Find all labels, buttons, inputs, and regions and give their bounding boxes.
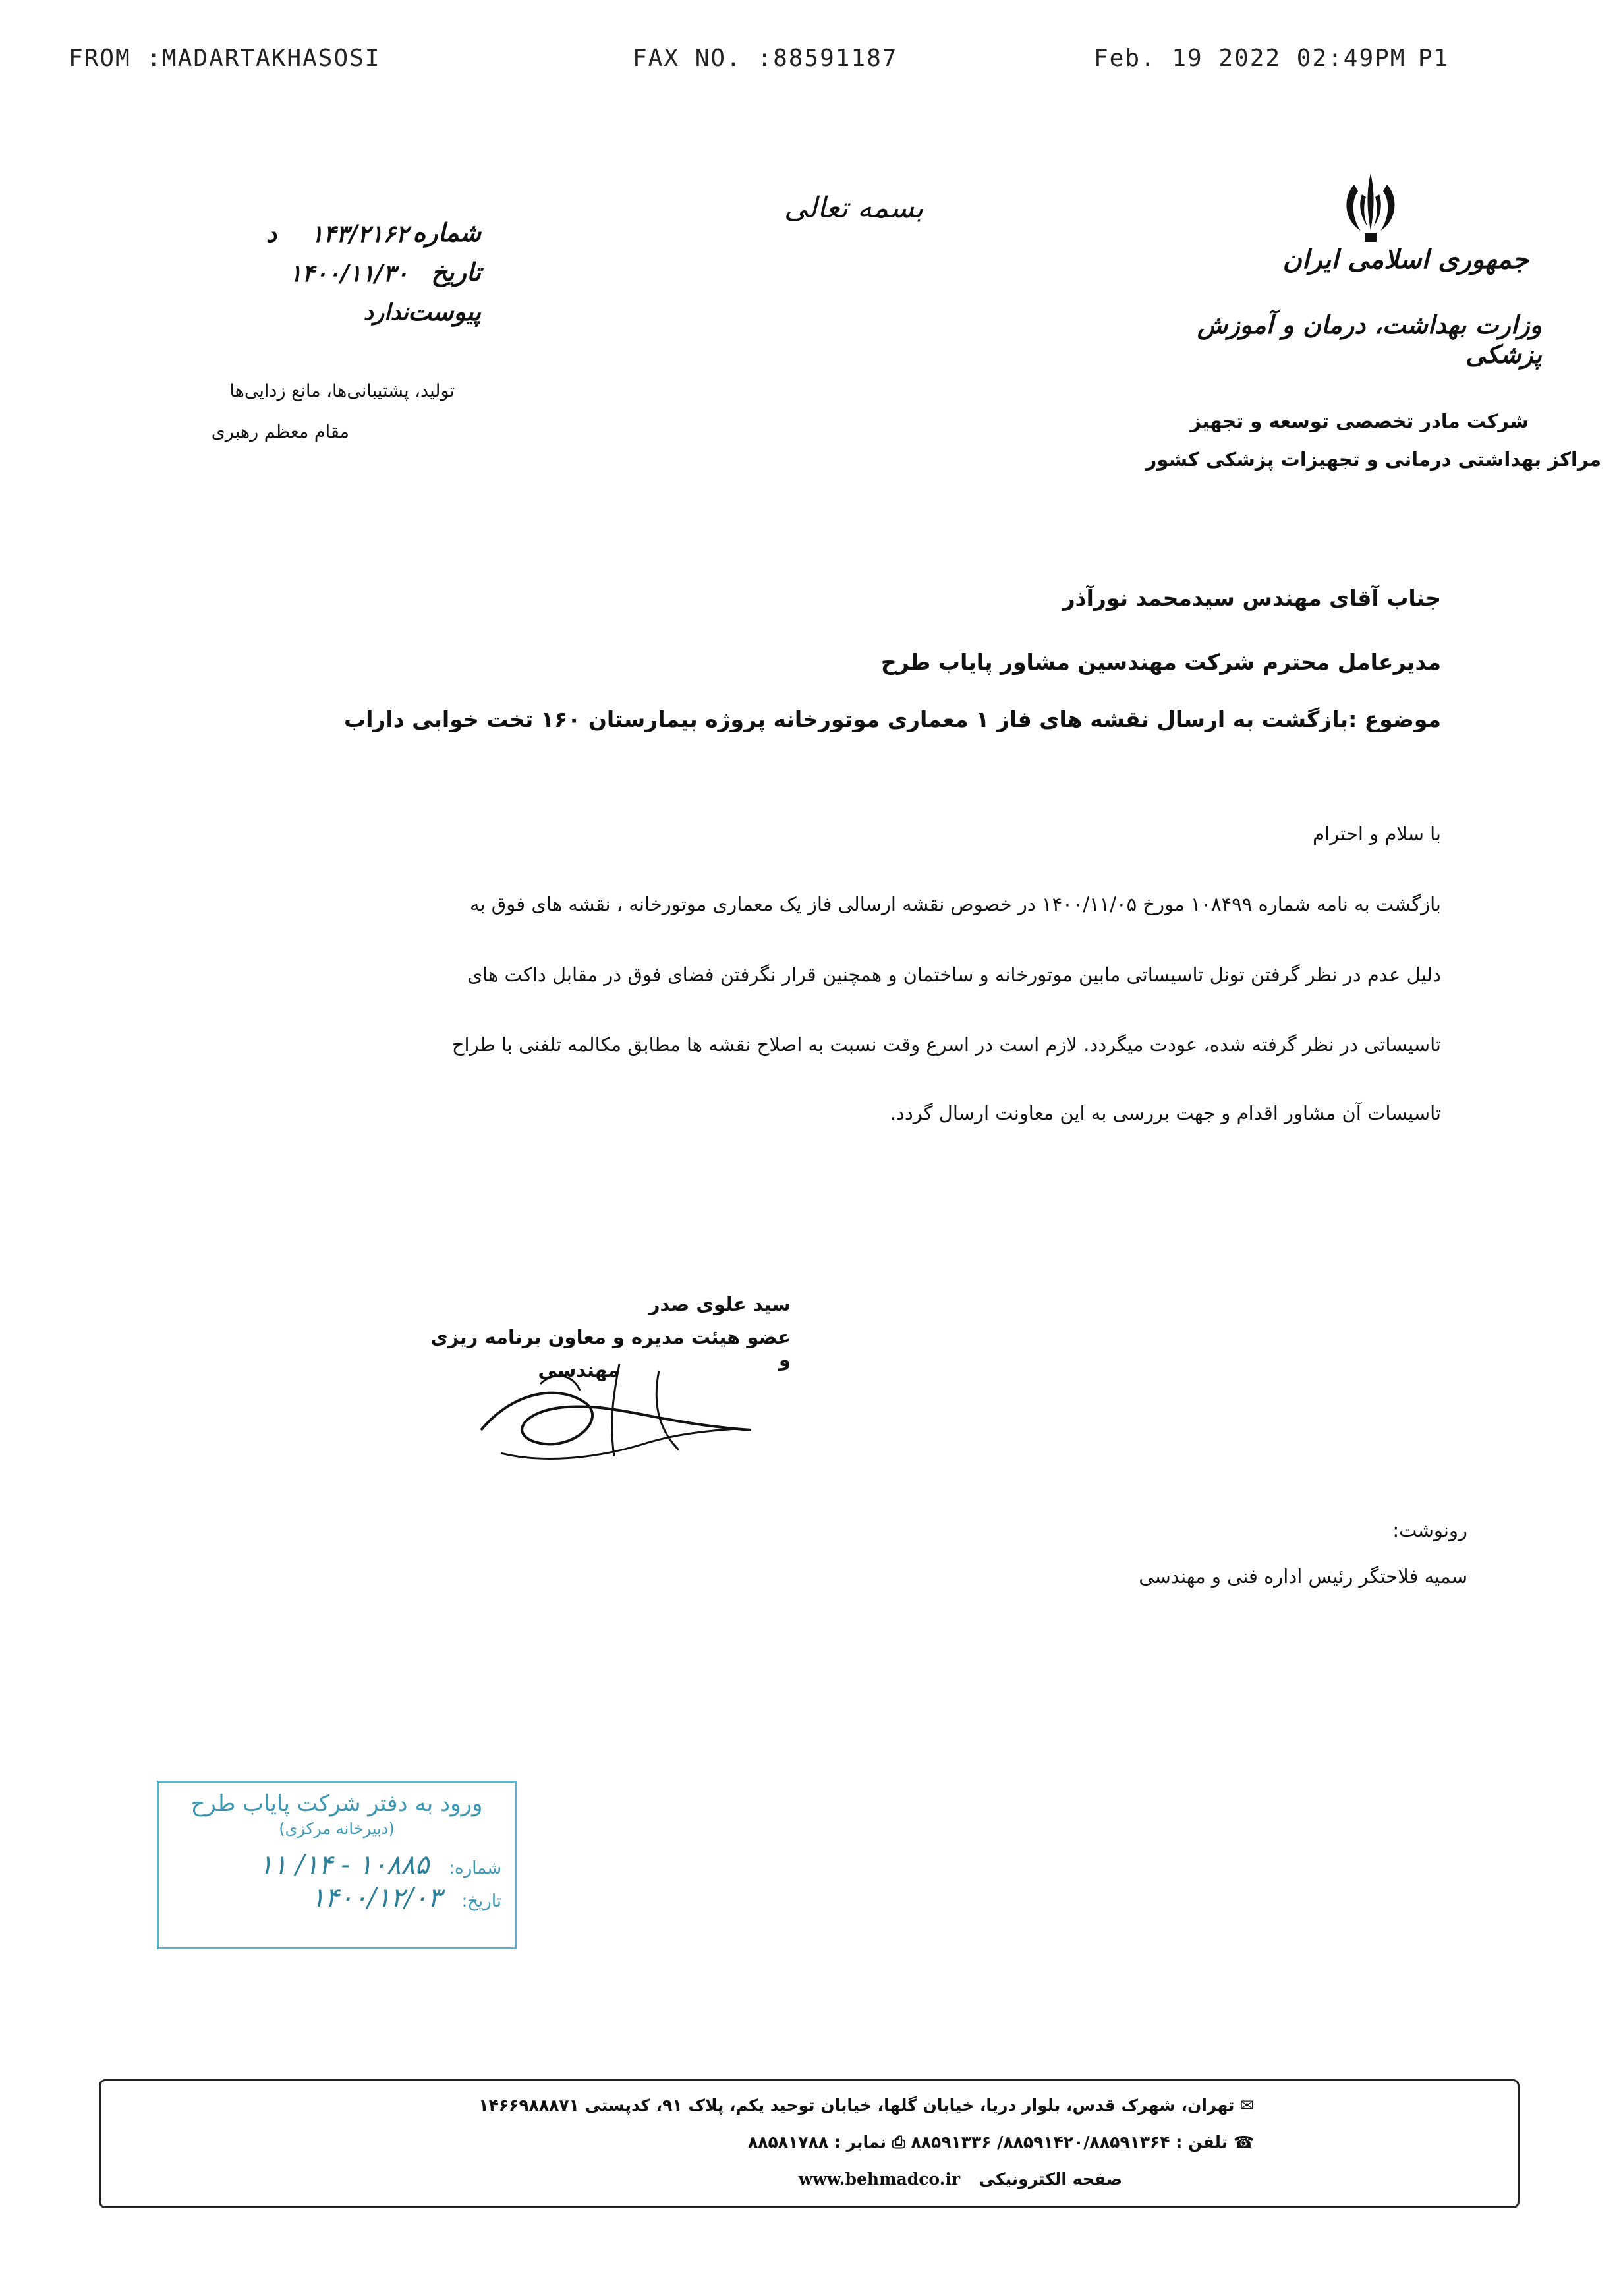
body-line: تاسیسات آن مشاور اقدام و جهت بررسی به این معاونت ارسال گردد. xyxy=(890,1102,1441,1124)
signatory-title-line-1: عضو هیئت مدیره و معاون برنامه ریزی و xyxy=(430,1326,791,1371)
fax-number: FAX NO. :88591187 xyxy=(633,45,898,72)
signatory-name: سید علوی صدر xyxy=(648,1293,791,1315)
phone-label: تلفن : xyxy=(1176,2133,1228,2152)
location-icon: ✉ xyxy=(1234,2096,1254,2115)
stamp-date-value: ۱۴۰۰/۱۲/۰۳ xyxy=(310,1883,442,1913)
web-label: صفحه الکترونیکی xyxy=(979,2169,1122,2189)
fax-from: FROM :MADARTAKHASOSI xyxy=(69,45,381,72)
footer-contact-box xyxy=(99,2079,1520,2208)
company-line-1: شرکت مادر تخصصی توسعه و تجهیز xyxy=(1190,410,1529,432)
footer-phones: ۸۸۵۹۱۴۲۰/۸۸۵۹۱۳۶۴/ ۸۸۵۹۱۳۳۶ xyxy=(911,2133,1170,2152)
stamp-date-label: تاریخ: xyxy=(461,1891,501,1911)
receipt-stamp xyxy=(157,1781,517,1949)
slogan-line-1: تولید، پشتیبانی‌ها، مانع زدایی‌ها xyxy=(229,381,455,401)
date-value: ۱۴۰۰/۱۱/۳۰ xyxy=(289,260,409,287)
attachment-value: ندارد xyxy=(363,299,409,326)
body-line: دلیل عدم در نظر گرفتن تونل تاسیساتی مابین موتورخانه و ساختمان و همچنین قرار نگرفتن فضای فوق در مقابل داکت های xyxy=(467,963,1441,986)
stamp-title: ورود به دفتر شرکت پایاب طرح xyxy=(190,1791,483,1817)
footer-website[interactable]: www.behmadco.ir xyxy=(798,2169,961,2189)
addressee-line-1: جناب آقای مهندس سیدمحمد نورآذر xyxy=(1062,585,1441,611)
fax-page: P1 xyxy=(1418,45,1450,72)
subject-line: موضوع :بازگشت به ارسال نقشه های فاز ۱ معماری موتورخانه پروژه بیمارستان ۱۶۰ تخت خوابی داراب xyxy=(343,706,1441,732)
fax-datetime: Feb. 19 2022 02:49PM xyxy=(1094,45,1406,72)
stamp-number-label: شماره: xyxy=(449,1858,501,1878)
ministry-line-2: وزارت بهداشت، درمان و آموزش پزشکی xyxy=(1197,310,1542,369)
handwritten-signature xyxy=(461,1344,764,1476)
number-suffix: د xyxy=(266,220,277,248)
cc-label: رونوشت: xyxy=(1392,1519,1467,1541)
slogan-line-2: مقام معظم رهبری xyxy=(211,422,349,442)
footer-address: تهران، شهرک قدس، بلوار دریا، خیابان گلها، خیابان توحید یکم، پلاک ۹۱، کدپستی ۱۴۶۶۹۸۸۸۷۱ xyxy=(478,2096,1235,2115)
number-value: ۱۴۳/۲۱۶۲ xyxy=(310,220,409,248)
ministry-line-1: جمهوری اسلامی ایران xyxy=(1282,244,1529,275)
number-label: شماره xyxy=(412,217,481,247)
phone-icon: ☎ xyxy=(1228,2133,1254,2152)
footer-fax: ۸۸۵۸۱۷۸۸ xyxy=(748,2133,829,2152)
letter-meta xyxy=(217,217,481,336)
stamp-subtitle: (دبیرخانه مرکزی) xyxy=(279,1820,395,1838)
attachment-label: پیوست xyxy=(408,297,481,326)
invocation: بسمه تعالی xyxy=(784,191,924,225)
greeting: با سلام و احترام xyxy=(1313,822,1441,845)
iran-emblem-icon xyxy=(1334,168,1407,247)
signatory-title-line-2: مهندسی xyxy=(538,1359,619,1381)
company-line-2: مراکز بهداشتی درمانی و تجهیزات پزشکی کشور xyxy=(1145,448,1601,471)
fax-label: نمابر : xyxy=(834,2133,886,2152)
fax-icon: ⎙ xyxy=(886,2133,905,2152)
stamp-number-value: ۱۰۸۸۵ - ۱۴/ ۱۱ xyxy=(258,1850,430,1880)
date-label: تاریخ xyxy=(431,257,481,287)
body-line: تاسیساتی در نظر گرفته شده، عودت میگردد. لازم است در اسرع وقت نسبت به اصلاح نقشه ها مطابق مکالمه تلفنی با طراح xyxy=(451,1033,1441,1056)
addressee-line-2: مدیرعامل محترم شرکت مهندسین مشاور پایاب طرح xyxy=(880,649,1441,675)
cc-line: سمیه فلاحتگر رئیس اداره فنی و مهندسی xyxy=(1139,1565,1467,1588)
body-line: بازگشت به نامه شماره ۱۰۸۴۹۹ مورخ ۱۴۰۰/۱۱/۰۵ در خصوص نقشه ارسالی فاز یک معماری موتورخانه ، نقشه های فوق به xyxy=(469,893,1441,915)
